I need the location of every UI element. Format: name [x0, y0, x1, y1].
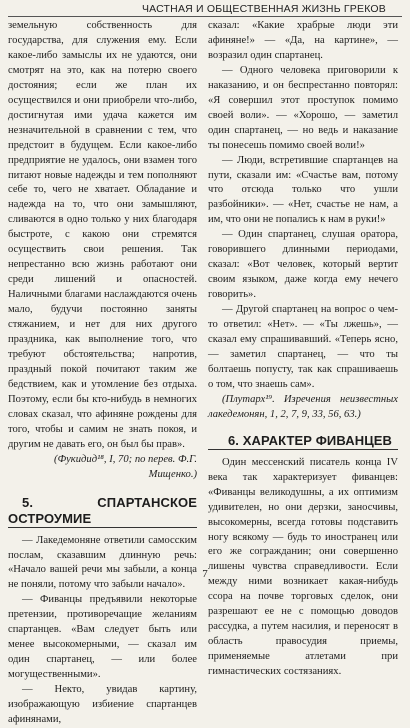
- section-heading: 6. ХАРАКТЕР ФИВАНЦЕВ: [227, 432, 393, 448]
- right-column: [208, 19, 398, 680]
- paragraph: Один мессенский писатель конца IV века так характеризует фиванцев: «Фиванцы великодушны, а их оптимизм удивителен, но они дерзки, заносчивы, высокомерны, всегда готовы подставить ногу всякому — будь то иностранец или его же согражданин; они совершенно лишены чувства справедливости. Если между ними возникает какая-нибудь ссора на почве торговых сделок, они разрешают ее не с помощью доводов рассудка, а путем насилия, и переносят в область правосудия приемы, применяемые атлетами при гимнастических состязаниях.: [208, 456, 398, 678]
- left-column: [8, 19, 197, 728]
- running-title: ЧАСТНАЯ И ОБЩЕСТВЕННАЯ ЖИЗНЬ ГРЕКОВ: [141, 3, 386, 15]
- paragraph: — Другой спартанец на вопрос о чем-то ответил: «Нет». — «Ты лжешь», — сказал ему спрашивавший. «Теперь ясно, — заметил спартанец, — что ты болтаешь попусту, так как спрашиваешь о том, что знаешь сам».: [208, 304, 398, 390]
- running-header: [0, 0, 410, 18]
- citation: (Плутарх¹⁹. Изречения неизвестных лакедемонян, 1, 2, 7, 9, 33, 56, 63.): [208, 393, 398, 420]
- section-heading: 5. СПАРТАНСКОЕ ОСТРОУМИЕ: [8, 494, 197, 526]
- paragraph: — Один спартанец, слушая оратора, говорившего длинными периодами, сказал: «Вот человек, который вертит своим языком, даже когда ему нечего говорить».: [208, 229, 398, 301]
- paragraph: — Люди, встретившие спартанцев на пути, сказали им: «Счастье вам, потому что отсюда только что ушли разбойники». — «Нет, счастье не нам, а им, что они не попались к нам в руки!»: [208, 154, 398, 226]
- citation: (Фукидид¹⁸, I, 70; по перев. Ф.Г. Мищенко.): [54, 453, 197, 480]
- paragraph: — Фиванцы предъявили некоторые претензии, противоречащие желаниям спартанцев. «Вам следует быть или менее высокомерными, — сказал им один спартанец, — или более могущественными».: [8, 594, 197, 681]
- paragraph: сказал: «Какие храбрые люди эти афиняне!» — «Да, на картине», — возразил один спартанец.: [208, 20, 398, 61]
- paragraph: — Одного человека приговорили к наказанию, и он беспрестанно повторял: «Я совершил этот проступок помимо своей воли». — «Хорошо, — заметил один спартанец, — но ведь и наказание ты понесешь помимо своей воли!»: [208, 64, 398, 151]
- page-number: 7: [202, 568, 208, 580]
- paragraph: — Некто, увидав картину, изображающую избиение спартанцев афинянами,: [8, 684, 197, 725]
- paragraph: — Лакедемоняне ответили самосским послам, сказавшим длинную речь: «Начало вашей речи мы забыли, а конца не поняли, потому что забыли начало».: [8, 534, 197, 591]
- paragraph: земельную собственность для государства, для служения ему. Если какое-либо замыслы их не удаются, они смотрят на это, как на потерю своего достояния; если же план их осуществился и они приобрели что-либо, достигнутая ими удача кажется им незначительной в сравнении с тем, что предстоит в будущем. Если какое-либо предприятие не удалось, они взамен того питают новые надежды и тем пополняют себе то, чего не хватает. Обладание и надежда на то, что они замышляют, сливаются в одно только у них благодаря быстроте, с какою они стремятся осуществить свои решения. Так непрестанно всю жизнь работают они среди лишений и опасностей. Наличными благами наслаждаются очень мало, будучи постоянно заняты стяжанием, и нет для них другого праздника, как выполнение того, что требуют обстоятельства; напротив, праздный покой почитают таким же бедствием, как и утомление без отдыха. Поэтому, если бы кто-нибудь в немногих словах сказал, что афиняне рождены для того, чтобы и самим не знать покоя, и другим не давать его, он был бы прав».: [8, 20, 197, 450]
- header-rule: [8, 16, 402, 17]
